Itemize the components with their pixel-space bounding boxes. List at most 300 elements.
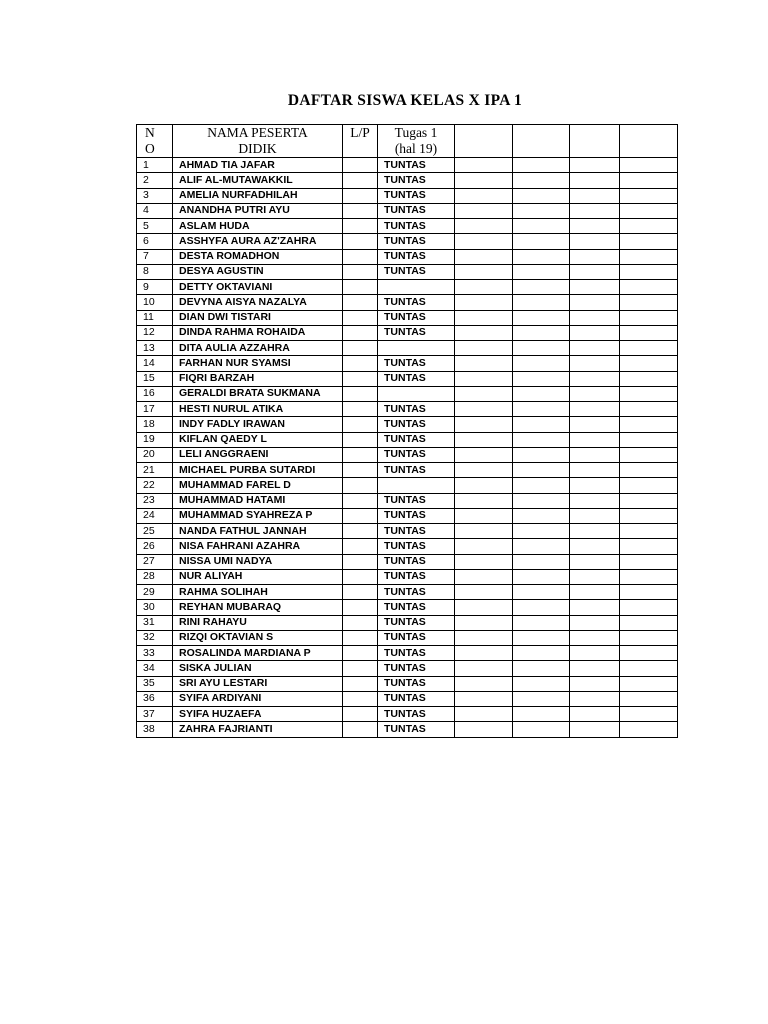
cell-name: ALIF AL-MUTAWAKKIL [173,173,343,188]
cell-empty [455,447,513,462]
cell-empty [455,661,513,676]
cell-empty [620,219,678,234]
cell-task-1-status: TUNTAS [378,691,455,706]
cell-task-1-status: TUNTAS [378,371,455,386]
cell-task-1-status: TUNTAS [378,463,455,478]
cell-empty [620,691,678,706]
cell-name: RINI RAHAYU [173,615,343,630]
cell-no: 31 [137,615,173,630]
cell-name: NANDA FATHUL JANNAH [173,524,343,539]
cell-no: 6 [137,234,173,249]
cell-task-1-status [378,386,455,401]
header-empty-4 [620,125,678,158]
cell-no: 36 [137,691,173,706]
header-empty-2 [513,125,570,158]
cell-empty [570,600,620,615]
cell-no: 35 [137,676,173,691]
cell-name: LELI ANGGRAENI [173,447,343,462]
table-row [137,661,678,676]
cell-name: MICHAEL PURBA SUTARDI [173,463,343,478]
cell-name: FIQRI BARZAH [173,371,343,386]
cell-task-1-status: TUNTAS [378,310,455,325]
cell-empty [570,524,620,539]
cell-empty [570,569,620,584]
cell-empty [455,493,513,508]
table-row [137,554,678,569]
cell-task-1-status: TUNTAS [378,630,455,645]
document-title: DAFTAR SISWA KELAS X IPA 1 [287,92,523,109]
cell-empty [620,585,678,600]
table-row [137,615,678,630]
cell-no: 37 [137,707,173,722]
cell-empty [620,432,678,447]
cell-gender [343,508,378,523]
cell-empty [620,158,678,173]
cell-no: 18 [137,417,173,432]
cell-empty [455,615,513,630]
cell-empty [570,356,620,371]
cell-empty [513,295,570,310]
table-row [137,585,678,600]
cell-name: AHMAD TIA JAFAR [173,158,343,173]
cell-no: 21 [137,463,173,478]
table-row [137,676,678,691]
header-gender: L/P [343,125,378,158]
cell-empty [570,630,620,645]
cell-name: DETTY OKTAVIANI [173,280,343,295]
cell-gender [343,554,378,569]
cell-gender [343,264,378,279]
cell-empty [620,341,678,356]
cell-empty [455,585,513,600]
cell-empty [620,234,678,249]
cell-gender [343,356,378,371]
cell-task-1-status: TUNTAS [378,203,455,218]
cell-task-1-status [378,478,455,493]
cell-empty [513,219,570,234]
cell-empty [513,203,570,218]
cell-empty [513,600,570,615]
cell-empty [570,585,620,600]
cell-gender [343,325,378,340]
cell-empty [455,341,513,356]
cell-empty [620,676,678,691]
cell-empty [455,356,513,371]
cell-task-1-status: TUNTAS [378,661,455,676]
cell-task-1-status: TUNTAS [378,493,455,508]
cell-name: NISSA UMI NADYA [173,554,343,569]
cell-empty [620,173,678,188]
cell-empty [513,569,570,584]
cell-empty [570,234,620,249]
table-row [137,478,678,493]
table-row [137,310,678,325]
cell-no: 22 [137,478,173,493]
cell-empty [455,325,513,340]
cell-empty [513,463,570,478]
cell-name: ROSALINDA MARDIANA P [173,646,343,661]
cell-empty [620,295,678,310]
cell-gender [343,478,378,493]
cell-empty [620,524,678,539]
cell-name: MUHAMMAD HATAMI [173,493,343,508]
cell-name: KIFLAN QAEDY L [173,432,343,447]
cell-task-1-status: TUNTAS [378,600,455,615]
cell-gender [343,417,378,432]
cell-no: 5 [137,219,173,234]
cell-task-1-status: TUNTAS [378,539,455,554]
cell-no: 2 [137,173,173,188]
cell-no: 30 [137,600,173,615]
cell-empty [620,203,678,218]
cell-empty [513,249,570,264]
table-row [137,417,678,432]
table-row [137,402,678,417]
cell-gender [343,600,378,615]
cell-empty [455,386,513,401]
cell-gender [343,158,378,173]
cell-task-1-status [378,280,455,295]
cell-empty [455,539,513,554]
cell-name: RIZQI OKTAVIAN S [173,630,343,645]
cell-empty [620,569,678,584]
cell-empty [620,615,678,630]
cell-no: 19 [137,432,173,447]
cell-gender [343,691,378,706]
cell-name: NISA FAHRANI AZAHRA [173,539,343,554]
cell-empty [513,508,570,523]
cell-empty [513,722,570,737]
cell-no: 13 [137,341,173,356]
cell-no: 27 [137,554,173,569]
header-no: N O [137,125,173,158]
cell-gender [343,630,378,645]
cell-gender [343,432,378,447]
cell-empty [455,707,513,722]
table-row [137,630,678,645]
cell-gender [343,569,378,584]
cell-empty [455,158,513,173]
cell-task-1-status: TUNTAS [378,554,455,569]
cell-empty [620,554,678,569]
cell-name: SYIFA ARDIYANI [173,691,343,706]
table-row [137,569,678,584]
cell-task-1-status: TUNTAS [378,234,455,249]
cell-name: DESYA AGUSTIN [173,264,343,279]
cell-empty [513,280,570,295]
cell-empty [455,203,513,218]
cell-empty [513,417,570,432]
cell-empty [513,646,570,661]
cell-empty [620,722,678,737]
cell-empty [570,203,620,218]
cell-empty [455,646,513,661]
cell-empty [620,386,678,401]
cell-empty [570,615,620,630]
cell-task-1-status: TUNTAS [378,219,455,234]
cell-empty [620,280,678,295]
cell-task-1-status: TUNTAS [378,173,455,188]
header-task-1: Tugas 1 (hal 19) [378,125,455,158]
cell-empty [570,478,620,493]
cell-task-1-status: TUNTAS [378,402,455,417]
cell-empty [455,402,513,417]
cell-no: 15 [137,371,173,386]
cell-empty [513,524,570,539]
cell-name: ZAHRA FAJRIANTI [173,722,343,737]
cell-empty [513,432,570,447]
cell-empty [455,249,513,264]
cell-no: 29 [137,585,173,600]
cell-no: 1 [137,158,173,173]
cell-empty [570,325,620,340]
cell-empty [570,249,620,264]
cell-task-1-status: TUNTAS [378,325,455,340]
cell-name: RAHMA SOLIHAH [173,585,343,600]
header-empty-1 [455,125,513,158]
cell-empty [513,234,570,249]
table-row [137,539,678,554]
cell-name: DITA AULIA AZZAHRA [173,341,343,356]
cell-task-1-status: TUNTAS [378,188,455,203]
cell-empty [570,219,620,234]
cell-task-1-status: TUNTAS [378,615,455,630]
cell-no: 9 [137,280,173,295]
cell-empty [620,371,678,386]
cell-empty [570,463,620,478]
cell-gender [343,295,378,310]
cell-task-1-status: TUNTAS [378,524,455,539]
cell-name: DIAN DWI TISTARI [173,310,343,325]
table-row [137,158,678,173]
cell-empty [455,508,513,523]
table-body [137,158,678,738]
cell-empty [620,463,678,478]
cell-empty [620,188,678,203]
table-row [137,203,678,218]
cell-empty [620,417,678,432]
cell-task-1-status: TUNTAS [378,447,455,462]
table-row [137,508,678,523]
cell-empty [513,615,570,630]
cell-empty [570,341,620,356]
cell-no: 25 [137,524,173,539]
table-row [137,493,678,508]
cell-name: SISKA JULIAN [173,661,343,676]
cell-gender [343,310,378,325]
cell-empty [620,600,678,615]
cell-name: HESTI NURUL ATIKA [173,402,343,417]
table-row [137,295,678,310]
cell-empty [570,722,620,737]
cell-no: 17 [137,402,173,417]
cell-empty [513,661,570,676]
cell-task-1-status: TUNTAS [378,417,455,432]
cell-empty [620,478,678,493]
cell-no: 11 [137,310,173,325]
cell-empty [570,539,620,554]
cell-empty [455,219,513,234]
cell-no: 33 [137,646,173,661]
cell-empty [455,569,513,584]
cell-empty [455,371,513,386]
cell-task-1-status: TUNTAS [378,585,455,600]
cell-empty [570,188,620,203]
cell-name: MUHAMMAD FAREL D [173,478,343,493]
cell-empty [455,722,513,737]
cell-empty [570,417,620,432]
cell-empty [570,447,620,462]
cell-empty [513,585,570,600]
table-header [137,125,678,158]
header-name: NAMA PESERTA DIDIK [173,125,343,158]
cell-empty [455,478,513,493]
cell-no: 12 [137,325,173,340]
cell-name: SRI AYU LESTARI [173,676,343,691]
cell-empty [570,158,620,173]
cell-name: NUR ALIYAH [173,569,343,584]
cell-empty [570,295,620,310]
cell-empty [570,661,620,676]
cell-empty [455,554,513,569]
cell-gender [343,661,378,676]
table-row [137,463,678,478]
cell-empty [570,386,620,401]
cell-no: 14 [137,356,173,371]
cell-gender [343,539,378,554]
table-row [137,447,678,462]
cell-gender [343,676,378,691]
cell-empty [513,630,570,645]
student-roster-table [136,124,678,738]
cell-task-1-status: TUNTAS [378,432,455,447]
cell-no: 8 [137,264,173,279]
cell-task-1-status: TUNTAS [378,295,455,310]
header-row [137,125,678,158]
cell-empty [570,646,620,661]
cell-name: DEVYNA AISYA NAZALYA [173,295,343,310]
cell-empty [455,310,513,325]
cell-gender [343,234,378,249]
cell-name: DESTA ROMADHON [173,249,343,264]
cell-empty [570,280,620,295]
cell-empty [455,630,513,645]
cell-empty [513,158,570,173]
table-row [137,524,678,539]
table-row [137,341,678,356]
cell-name: ANANDHA PUTRI AYU [173,203,343,218]
cell-empty [513,371,570,386]
table-row [137,234,678,249]
cell-empty [570,432,620,447]
cell-gender [343,646,378,661]
cell-gender [343,402,378,417]
cell-empty [570,493,620,508]
cell-gender [343,341,378,356]
cell-empty [513,341,570,356]
cell-gender [343,188,378,203]
table-row [137,325,678,340]
cell-empty [513,493,570,508]
header-empty-3 [570,125,620,158]
table-row [137,188,678,203]
cell-empty [455,524,513,539]
cell-name: GERALDI BRATA SUKMANA [173,386,343,401]
cell-empty [570,402,620,417]
cell-name: ASSHYFA AURA AZ'ZAHRA [173,234,343,249]
cell-empty [513,356,570,371]
cell-no: 24 [137,508,173,523]
cell-empty [513,173,570,188]
cell-empty [570,508,620,523]
table-row [137,249,678,264]
table-row [137,371,678,386]
cell-empty [620,493,678,508]
cell-empty [513,707,570,722]
cell-gender [343,371,378,386]
cell-no: 26 [137,539,173,554]
cell-no: 28 [137,569,173,584]
cell-task-1-status: TUNTAS [378,707,455,722]
cell-task-1-status: TUNTAS [378,264,455,279]
cell-gender [343,386,378,401]
cell-name: DINDA RAHMA ROHAIDA [173,325,343,340]
cell-empty [513,325,570,340]
cell-gender [343,173,378,188]
cell-name: FARHAN NUR SYAMSI [173,356,343,371]
cell-empty [570,676,620,691]
cell-empty [570,264,620,279]
table-row [137,219,678,234]
cell-gender [343,722,378,737]
cell-task-1-status: TUNTAS [378,569,455,584]
cell-task-1-status: TUNTAS [378,356,455,371]
cell-empty [620,325,678,340]
cell-empty [455,234,513,249]
cell-no: 20 [137,447,173,462]
cell-empty [455,463,513,478]
cell-gender [343,463,378,478]
cell-empty [513,386,570,401]
table-row [137,707,678,722]
table-row [137,386,678,401]
table-row [137,691,678,706]
table-row [137,432,678,447]
cell-gender [343,524,378,539]
cell-empty [620,508,678,523]
cell-empty [513,310,570,325]
cell-empty [570,707,620,722]
cell-task-1-status: TUNTAS [378,158,455,173]
cell-empty [570,310,620,325]
cell-empty [570,554,620,569]
cell-empty [455,417,513,432]
cell-task-1-status: TUNTAS [378,646,455,661]
cell-no: 3 [137,188,173,203]
cell-empty [570,691,620,706]
cell-empty [455,295,513,310]
table-row [137,280,678,295]
cell-task-1-status: TUNTAS [378,249,455,264]
cell-empty [513,264,570,279]
table-row [137,722,678,737]
cell-empty [513,539,570,554]
cell-empty [455,691,513,706]
cell-empty [455,188,513,203]
cell-no: 38 [137,722,173,737]
cell-name: AMELIA NURFADHILAH [173,188,343,203]
cell-empty [455,600,513,615]
